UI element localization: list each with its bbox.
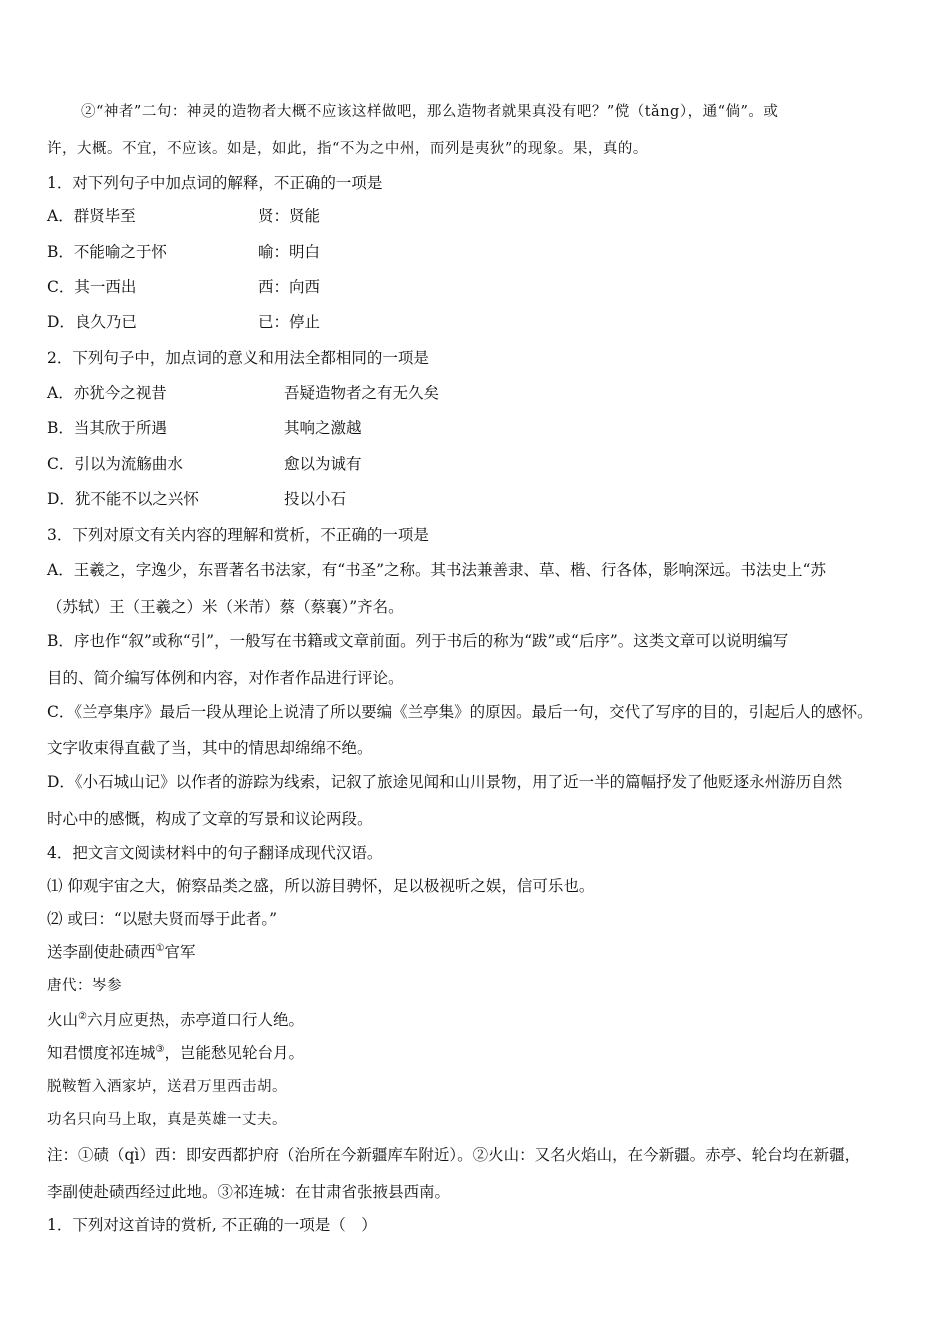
question-3-option-a-line-1: A．王羲之，字逸少，东晋著名书法家，有“书圣”之称。其书法兼善隶、草、楷、行各体，影响深远。书法史上“苏 <box>47 561 826 579</box>
question-1-option-c-explain: 西：向西 <box>258 278 321 296</box>
question-2-option-b: B．当其欣于所遇 <box>47 419 167 437</box>
poem-title: 送李副使赴碛西①官军 <box>47 942 196 961</box>
question-3-option-d-line-1: D．《小石城山记》以作者的游踪为线索，记叙了旅途见闻和山川景物，用了近一半的篇幅抒发了他贬逐永州游历自然 <box>47 773 843 791</box>
poem-note-line-2: 李副使赴碛西经过此地。③祁连城：在甘肃省张掖县西南。 <box>47 1183 451 1201</box>
question-3-option-c-line-1: C．《兰亭集序》最后一段从理论上说清了所以要编《兰亭集》的原因。最后一句，交代了写序的目的，引起后人的感怀。 <box>47 703 873 721</box>
question-1-option-d: D．良久乃已 <box>47 313 137 331</box>
question-1-option-d-explain: 已：停止 <box>258 313 321 331</box>
poem-line-2: 知君惯度祁连城③，岂能愁见轮台月。 <box>47 1043 304 1062</box>
question-3-option-c-line-2: 文字收束得直截了当，其中的情思却绵绵不绝。 <box>47 739 373 757</box>
question-2-option-a: A．亦犹今之视昔 <box>47 384 167 402</box>
question-2-option-d-compare: 投以小石 <box>284 490 347 508</box>
question-4-stem: 4．把文言文阅读材料中的句子翻译成现代汉语。 <box>47 844 383 862</box>
poem-line-3: 脱鞍暂入酒家垆，送君万里西击胡。 <box>47 1079 287 1095</box>
poem-line-1: 火山②六月应更热，赤亭道口行人绝。 <box>47 1010 304 1029</box>
poem-author: 唐代：岑参 <box>47 978 122 994</box>
question-3-option-a-line-2: （苏轼）王（王羲之）米（米芾）蔡（蔡襄）”齐名。 <box>47 598 404 616</box>
note-line-2: 许，大概。不宜，不应该。如是，如此，指“不为之中州，而列是夷狄”的现象。果，真的。 <box>47 141 648 157</box>
question-2-stem: 2．下列句子中，加点词的意义和用法全都相同的一项是 <box>47 349 429 367</box>
question-1-option-c: C．其一西出 <box>47 278 137 296</box>
question-3-option-b-line-1: B．序也作“叙”或称“引”，一般写在书籍或文章前面。列于书后的称为“跋”或“后序”。这类文章可以说明编写 <box>47 632 789 650</box>
question-1-option-a: A．群贤毕至 <box>47 207 136 225</box>
question-1-option-b-explain: 喻：明白 <box>258 243 321 261</box>
question-2-option-a-compare: 吾疑造物者之有无久矣 <box>284 384 440 402</box>
poem-note-line-1: 注：①碛（qì）西：即安西都护府（治所在今新疆库车附近）。②火山：又名火焰山，在今新疆。赤亭、轮台均在新疆， <box>47 1146 861 1164</box>
question-4-sentence-2: ⑵ 或曰：“以慰夫贤而辱于此者。” <box>47 910 278 928</box>
question-3-stem: 3．下列对原文有关内容的理解和赏析，不正确的一项是 <box>47 526 429 544</box>
question-2-option-c-compare: 愈以为诚有 <box>284 455 362 473</box>
question-1-option-b: B．不能喻之于怀 <box>47 243 167 261</box>
note-line-1: ②“神者”二句：神灵的造物者大概不应该这样做吧，那么造物者就果真没有吧？”傥（tǎng），通“倘”。或 <box>81 104 779 120</box>
question-2-option-c: C．引以为流觞曲水 <box>47 455 183 473</box>
question-2-option-b-compare: 其响之激越 <box>284 419 362 437</box>
question-1-stem: 1．对下列句子中加点词的解释，不正确的一项是 <box>47 174 383 192</box>
question-2-option-d: D．犹不能不以之兴怀 <box>47 490 199 508</box>
question-4-sentence-1: ⑴ 仰观宇宙之大，俯察品类之盛，所以游目骋怀，足以极视听之娱，信可乐也。 <box>47 877 595 895</box>
question-3-option-b-line-2: 目的、简介编写体例和内容，对作者作品进行评论。 <box>47 669 404 687</box>
question-1-option-a-explain: 贤：贤能 <box>258 207 321 225</box>
question-5-stem: 1．下列对这首诗的赏析, 不正确的一项是（ ） <box>47 1216 377 1234</box>
poem-line-4: 功名只向马上取，真是英雄一丈夫。 <box>47 1112 287 1128</box>
question-3-option-d-line-2: 时心中的感慨，构成了文章的写景和议论两段。 <box>47 810 373 828</box>
